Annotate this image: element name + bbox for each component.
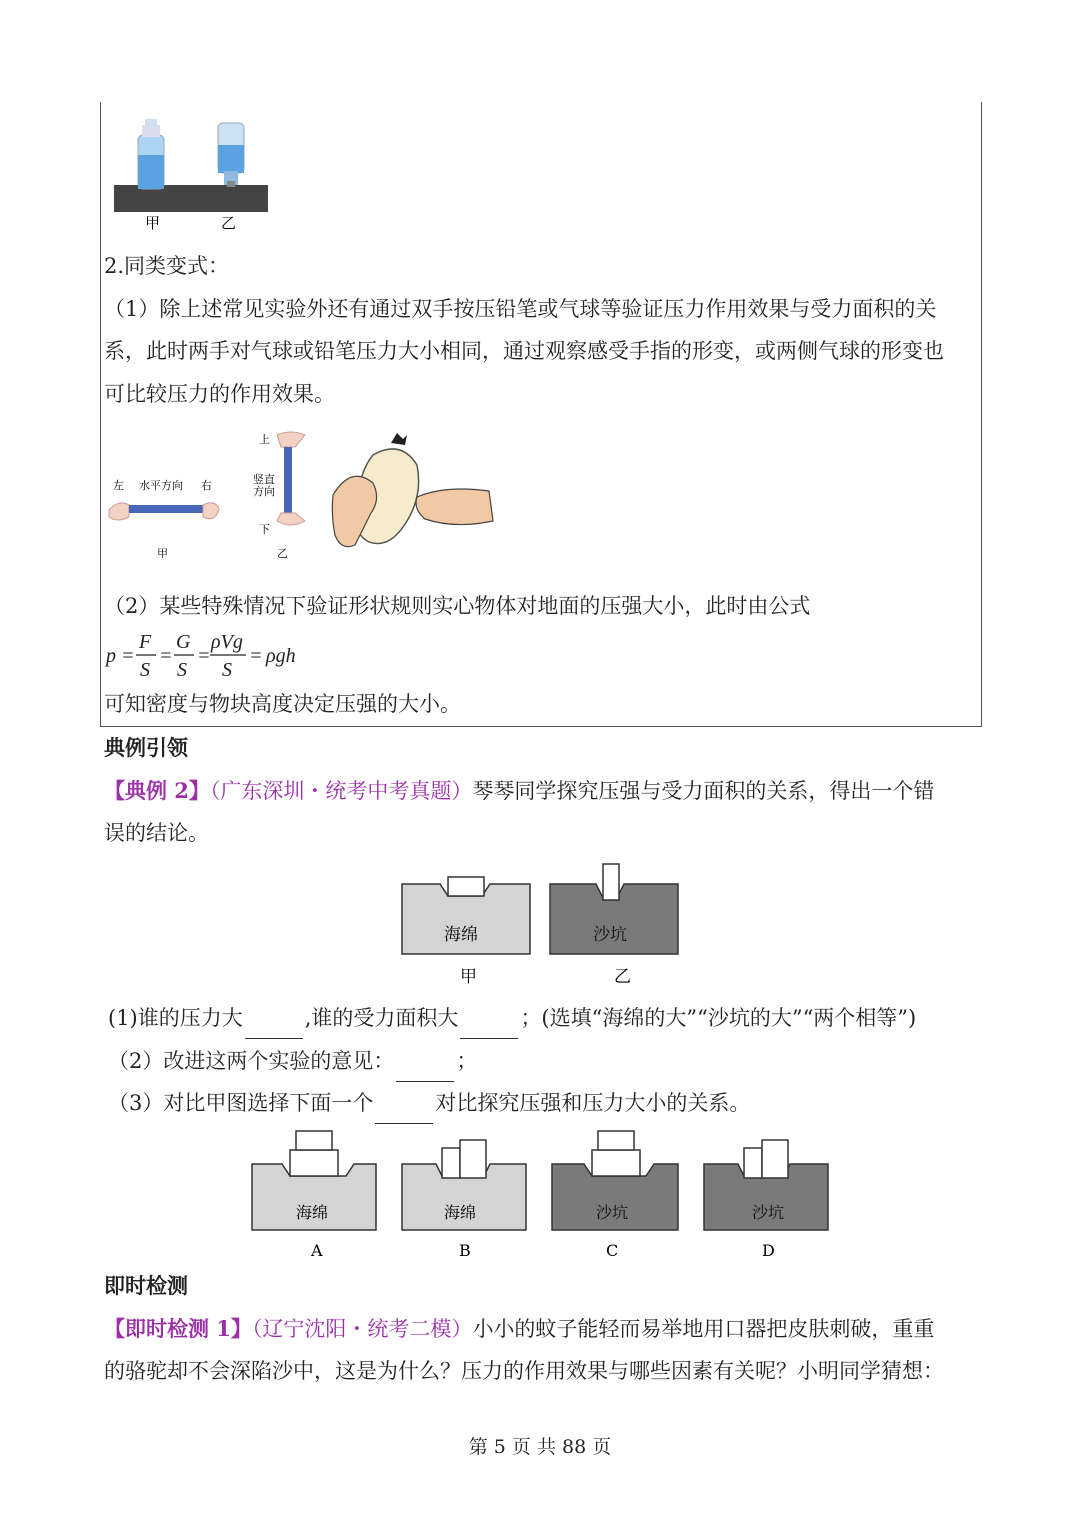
check-tag: 【即时检测 1】 xyxy=(104,1316,252,1341)
svg-text:=: = xyxy=(197,645,211,667)
option-d-text: 沙坑 xyxy=(752,1203,785,1222)
question-2 xyxy=(108,1040,477,1082)
pencil-direction-label: 水平方向 xyxy=(139,479,183,492)
fig1-label-b: 乙 xyxy=(614,967,631,987)
svg-text:=: = xyxy=(121,645,135,667)
option-a-figure xyxy=(252,1131,376,1260)
example-heading: 典例引领 xyxy=(104,735,188,760)
pencil-label-b: 乙 xyxy=(277,547,288,560)
pencil-down-label: 下 xyxy=(259,523,270,536)
pencil-vertical-label: 竖直 xyxy=(253,473,275,486)
bottle-label-a: 甲 xyxy=(145,214,161,232)
question-1 xyxy=(108,997,916,1039)
bottle-upright xyxy=(138,119,164,189)
pencil-label-a: 甲 xyxy=(157,547,168,560)
svg-text:=: = xyxy=(249,645,263,667)
option-b-text: 海绵 xyxy=(444,1203,477,1222)
formula-S2: S xyxy=(177,659,187,681)
example-source: （广东深圳・统考中考真题） xyxy=(209,779,473,803)
q1-part-b: ,谁的受力面积大 xyxy=(304,1006,459,1030)
option-a-text: 海绵 xyxy=(296,1203,329,1222)
q3-blank[interactable] xyxy=(375,1097,433,1124)
pencil-balloon-figure xyxy=(105,425,500,565)
check-heading: 即时检测 xyxy=(104,1273,188,1298)
q1-blank-1[interactable] xyxy=(245,1012,303,1039)
q1-part-a: (1)谁的压力大 xyxy=(108,1006,243,1030)
pencil-right-label: 右 xyxy=(201,479,212,492)
option-c-label: C xyxy=(606,1241,619,1260)
variant-p1-line3: 可比较压力的作用效果。 xyxy=(104,382,335,406)
variant-p1-line1: （1）除上述常见实验外还有通过双手按压铅笔或气球等验证压力作用效果与受力面积的关 xyxy=(104,297,937,321)
option-c-text: 沙坑 xyxy=(596,1203,629,1222)
check-line1 xyxy=(104,1308,934,1350)
formula-p: p xyxy=(106,645,116,667)
check-text1: 小小的蚊子能轻而易举地用口器把皮肤刺破，重重 xyxy=(472,1317,935,1341)
balloon-illustration xyxy=(332,433,493,547)
variant-heading: 2.同类变式： xyxy=(104,254,230,278)
formula-rhogh: ρgh xyxy=(266,645,296,667)
option-d-label: D xyxy=(762,1241,775,1260)
q2-part-b: ； xyxy=(456,1049,478,1073)
q1-blank-2[interactable] xyxy=(460,1012,518,1039)
variant-p2-line1: （2）某些特殊情况下验证形状规则实心物体对地面的压强大小，此时由公式 xyxy=(104,594,811,618)
question-3 xyxy=(108,1082,750,1124)
formula-G: G xyxy=(176,631,191,653)
fig1-sponge-text: 海绵 xyxy=(444,925,478,945)
q2-part-a: （2）改进这两个实验的意见： xyxy=(108,1049,395,1073)
pressure-formula xyxy=(104,628,324,686)
option-c-figure xyxy=(552,1131,678,1260)
check-text2: 的骆驼却不会深陷沙中，这是为什么？压力的作用效果与哪些因素有关呢？小明同学猜想： xyxy=(104,1359,944,1383)
bottle-label-b: 乙 xyxy=(221,214,237,232)
q3-part-a: （3）对比甲图选择下面一个 xyxy=(108,1091,374,1115)
formula-F: F xyxy=(139,631,152,653)
pencil-left-label: 左 xyxy=(113,479,124,492)
q3-part-b: 对比探究压强和压力大小的关系。 xyxy=(435,1091,751,1115)
page-footer: 第 5 页 共 88 页 xyxy=(468,1436,612,1458)
options-figure xyxy=(250,1126,832,1262)
bottles-figure xyxy=(108,115,273,235)
option-d-figure xyxy=(704,1140,828,1260)
bottle-inverted xyxy=(218,123,244,187)
variant-p1-line2: 系，此时两手对气球或铅笔压力大小相同，通过观察感受手指的形变，或两侧气球的形变也 xyxy=(104,339,944,363)
check-source: （辽宁沈阳・统考二模） xyxy=(251,1317,473,1341)
example-text2: 误的结论。 xyxy=(104,821,209,845)
variant-p2-line3: 可知密度与物块高度决定压强的大小。 xyxy=(104,692,461,716)
example-line1 xyxy=(104,770,934,812)
pencil-vertical-label-2: 方向 xyxy=(253,485,275,498)
fig1-label-a: 甲 xyxy=(460,967,477,987)
fig1-sand-text: 沙坑 xyxy=(593,925,627,945)
sponge-sand-figure xyxy=(400,860,685,990)
example-text1: 琴琴同学探究压强与受力面积的关系，得出一个错 xyxy=(472,779,935,803)
formula-rhoVg: ρVg xyxy=(211,631,243,653)
option-b-label: B xyxy=(459,1241,471,1260)
option-b-figure xyxy=(402,1140,526,1260)
svg-text:=: = xyxy=(159,645,173,667)
q1-part-c: ；(选填“海绵的大”“沙坑的大”“两个相等”) xyxy=(520,1006,917,1030)
pencil-up-label: 上 xyxy=(259,433,270,446)
formula-S1: S xyxy=(140,659,150,681)
option-a-label: A xyxy=(311,1241,323,1260)
formula-S3: S xyxy=(222,659,232,681)
q2-blank[interactable] xyxy=(396,1055,454,1082)
example-tag: 【典例 2】 xyxy=(104,778,210,803)
